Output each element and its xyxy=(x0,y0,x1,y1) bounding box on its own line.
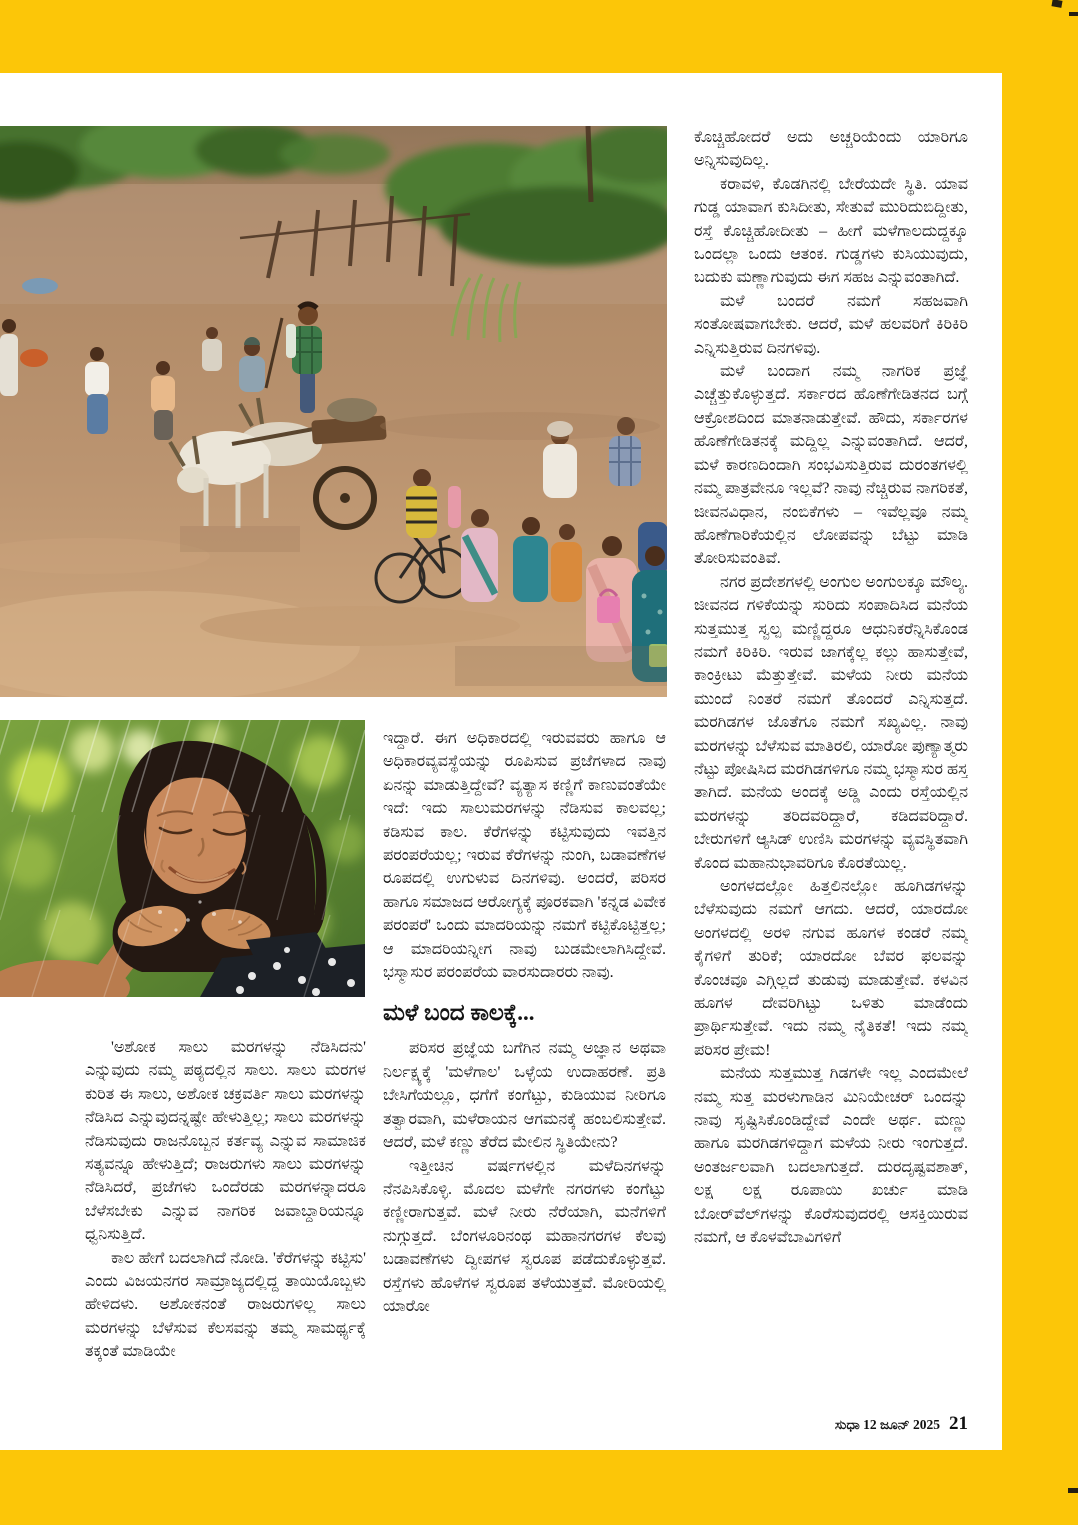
paragraph: 'ಅಶೋಕ ಸಾಲು ಮರಗಳನ್ನು ನೆಡಿಸಿದನು' ಎನ್ನುವುದು ನಮ್ಮ ಪಠ್ಯದಲ್ಲಿನ ಸಾಲು. ಸಾಲು ಮರಗಳ ಕುರಿತ ಈ ಸಾಲು, ಅಶೋಕ ಚಕ್ರವರ್ತಿ ಸಾಲು ಮರಗಳನ್ನು ನೆಡಿಸಿದ ಎನ್ನುವುದನ್ನಷ್ಟೇ ಹೇಳುತ್ತಿಲ್ಲ; ಸಾಲು ಮರಗಳನ್ನು ನೆಡಿಸುವುದು ರಾಜನೊಬ್ಬನ ಕರ್ತವ್ಯ ಎನ್ನುವ ಸಾಮಾಜಿಕ ಸತ್ಯವನ್ನೂ ಹೇಳುತ್ತಿದೆ; ರಾಜರುಗಳು ಸಾಲು ಮರಗಳನ್ನು ನೆಡಿಸಿದರೆ, ಪ್ರಜೆಗಳು ಒಂದೆರಡು ಮರಗಳನ್ನಾದರೂ ಬೆಳೆಸಬೇಕು ಎನ್ನುವ ನಾಗರಿಕ ಜವಾಬ್ದಾರಿಯನ್ನೂ ಧ್ವನಿಸುತ್ತಿದೆ. xyxy=(85,1039,366,1244)
page-footer xyxy=(835,1413,968,1436)
section-heading: ಮಳೆ ಬಂದ ಕಾಲಕ್ಕೆ... xyxy=(383,1000,535,1026)
paragraph: ಕರಾವಳಿ, ಕೊಡಗಿನಲ್ಲಿ ಬೇರೆಯದೇ ಸ್ಥಿತಿ. ಯಾವ ಗುಡ್ಡ ಯಾವಾಗ ಕುಸಿದೀತು, ಸೇತುವೆ ಮುರಿದುಬಿದ್ದೀತು, ರಸ್ತೆ ಕೊಚ್ಚಿಹೋದೀತು – ಹೀಗೆ ಮಳೆಗಾಲದುದ್ದಕ್ಕೂ ಒಂದಲ್ಲಾ ಒಂದು ಆತಂಕ. ಗುಡ್ಡಗಳು ಕುಸಿಯುವುದು, ಬದುಕು ಮಣ್ಣಾಗುವುದು ಈಗ ಸಹಜ ಎನ್ನುವಂತಾಗಿದೆ. xyxy=(694,175,968,287)
magazine-issue: ಸುಧಾ 12 ಜೂನ್ 2025 xyxy=(834,1417,940,1432)
paragraph: ಅಂಗಳದಲ್ಲೋ ಹಿತ್ತಲಿನಲ್ಲೋ ಹೂಗಿಡಗಳನ್ನು ಬೆಳೆಸುವುದು ನಮಗೆ ಆಗದು. ಆದರೆ, ಯಾರದೋ ಅಂಗಳದಲ್ಲಿ ಅರಳಿ ನಗುವ ಹೂಗಳ ಕಂಡರೆ ನಮ್ಮ ಕೈಗಳಿಗೆ ತುರಿಕೆ; ಯಾರದೋ ಬೆವರ ಫಲವನ್ನು ಕೊಂಚವೂ ಎಗ್ಗಿಲ್ಲದೆ ತುಡುವು ಮಾಡುತ್ತೇವೆ. ಕಳವಿನ ಹೂಗಳ ದೇವರಿಗಿಟ್ಟು ಒಳಿತು ಮಾಡೆಂದು ಪ್ರಾರ್ಥಿಸುತ್ತೇವೆ. ಇದು ನಮ್ಮ ನೈತಿಕತೆ! ಇದು ನಮ್ಮ ಪರಿಸರ ಪ್ರೇಮ! xyxy=(694,878,968,1059)
paragraph: ಇತ್ತೀಚಿನ ವರ್ಷಗಳಲ್ಲಿನ ಮಳೆದಿನಗಳನ್ನು ನೆನಪಿಸಿಕೊಳ್ಳಿ. ಮೊದಲ ಮಳೆಗೇ ನಗರಗಳು ಕಂಗೆಟ್ಟು ಕಣ್ಣೀರಾಗುತ್ತವೆ. ಮಳೆ ನೀರು ನೆರೆಯಾಗಿ, ಮನೆಗಳಿಗೆ ನುಗ್ಗುತ್ತದೆ. ಬೆಂಗಳೂರಿನಂಥ ಮಹಾನಗರಗಳ ಕೆಲವು ಬಡಾವಣೆಗಳು ದ್ವೀಪಗಳ ಸ್ವರೂಪ ಪಡೆದುಕೊಳ್ಳುತ್ತವೆ. ರಸ್ತೆಗಳು ಹೊಳೆಗಳ ಸ್ವರೂಪ ತಳೆಯುತ್ತವೆ. ಮೋರಿಯಲ್ಲಿ ಯಾರೋ xyxy=(383,1157,666,1315)
page-border-right xyxy=(1002,0,1078,1525)
paragraph: ಮಳೆ ಬಂದಾಗ ನಮ್ಮ ನಾಗರಿಕ ಪ್ರಜ್ಞೆ ಎಚ್ಚೆತ್ತುಕೊಳ್ಳುತ್ತದೆ. ಸರ್ಕಾರದ ಹೊಣೆಗೇಡಿತನದ ಬಗ್ಗೆ ಆಕ್ರೋಶದಿಂದ ಮಾತನಾಡುತ್ತೇವೆ. ಹೌದು, ಸರ್ಕಾರಗಳ ಹೊಣೆಗೇಡಿತನಕ್ಕೆ ಮದ್ದಿಲ್ಲ ಎನ್ನುವಂತಾಗಿದೆ. ಆದರೆ, ಮಳೆ ಕಾರಣದಿಂದಾಗಿ ಸಂಭವಿಸುತ್ತಿರುವ ದುರಂತಗಳಲ್ಲಿ ನಮ್ಮ ಪಾತ್ರವೇನೂ ಇಲ್ಲವೆ? ನಾವು ನೆಚ್ಚಿರುವ ನಾಗರಿಕತೆ, ಜೀವನವಿಧಾನ, ನಂಬಿಕೆಗಳು – ಇವೆಲ್ಲವೂ ನಮ್ಮ ಹೊಣೆಗಾರಿಕೆಯಲ್ಲಿನ ಲೋಪವನ್ನು ಬೆಟ್ಟು ಮಾಡಿ ತೋರಿಸುವಂತಿವೆ. xyxy=(694,363,968,568)
paragraph: ಇದ್ದಾರೆ. ಈಗ ಅಧಿಕಾರದಲ್ಲಿ ಇರುವವರು ಹಾಗೂ ಆ ಅಧಿಕಾರವ್ಯವಸ್ಥೆಯನ್ನು ರೂಪಿಸುವ ಪ್ರಜೆಗಳಾದ ನಾವು ಏನನ್ನು ಮಾಡುತ್ತಿದ್ದೇವೆ? ವ್ಯತ್ಯಾಸ ಕಣ್ಣಿಗೆ ಕಾಣುವಂತೆಯೇ ಇದೆ: ಇದು ಸಾಲುಮರಗಳನ್ನು ನೆಡಿಸುವ ಕಾಲವಲ್ಲ; ಕಡಿಸುವ ಕಾಲ. ಕೆರೆಗಳನ್ನು ಕಟ್ಟಿಸುವುದು ಇವತ್ತಿನ ಪರಂಪರೆಯಲ್ಲ; ಇರುವ ಕೆರೆಗಳನ್ನು ನುಂಗಿ, ಬಡಾವಣೆಗಳ ರೂಪದಲ್ಲಿ ಉಗುಳುವ ದಿನಗಳಿವು. ಅಂದರೆ, ಪರಿಸರ ಹಾಗೂ ಸಮಾಜದ ಆರೋಗ್ಯಕ್ಕೆ ಪೂರಕವಾಗಿ 'ಕನ್ನಡ ವಿವೇಕ ಪರಂಪರೆ' ಒಂದು ಮಾದರಿಯನ್ನು ನಮಗೆ ಕಟ್ಟಿಕೊಟ್ಟಿತ್ತಲ್ಲ; ಆ ಮಾದರಿಯನ್ನೀಗ ನಾವು ಬುಡಮೇಲಾಗಿಸಿದ್ದೇವೆ. ಭಸ್ಮಾಸುರ ಪರಂಪರೆಯ ವಾರಸುದಾರರು ನಾವು. xyxy=(383,730,666,982)
paragraph: ಕಾಲ ಹೇಗೆ ಬದಲಾಗಿದೆ ನೋಡಿ. 'ಕೆರೆಗಳನ್ನು ಕಟ್ಟಿಸು' ಎಂದು ವಿಜಯನಗರ ಸಾಮ್ರಾಜ್ಯದಲ್ಲಿದ್ದ ತಾಯಿಯೊಬ್ಬಳು ಹೇಳಿದಳು. ಅಶೋಕನಂತೆ ರಾಜರುಗಳಿಲ್ಲ ಸಾಲು ಮರಗಳನ್ನು ಬೆಳೆಸುವ ಕೆಲಸವನ್ನು ತಮ್ಮ ಸಾಮರ್ಥ್ಯಕ್ಕೆ ತಕ್ಕಂತೆ ಮಾಡಿಯೇ xyxy=(85,1249,366,1361)
paragraph: ಮಳೆ ಬಂದರೆ ನಮಗೆ ಸಹಜವಾಗಿ ಸಂತೋಷವಾಗಬೇಕು. ಆದರೆ, ಮಳೆ ಹಲವರಿಗೆ ಕಿರಿಕಿರಿ ಎನ್ನಿಸುತ್ತಿರುವ ದಿನಗಳಿವು. xyxy=(694,292,968,357)
paragraph: ನಗರ ಪ್ರದೇಶಗಳಲ್ಲಿ ಅಂಗುಲ ಅಂಗುಲಕ್ಕೂ ಮೌಲ್ಯ. ಜೀವನದ ಗಳಿಕೆಯನ್ನು ಸುರಿದು ಸಂಪಾದಿಸಿದ ಮನೆಯ ಸುತ್ತಮುತ್ತ ಸ್ವಲ್ಪ ಮಣ್ಣಿದ್ದರೂ ಆಧುನಿಕರೆನ್ನಿಸಿಕೊಂಡ ನಮಗೆ ಕಿರಿಕಿರಿ. ಇರುವ ಜಾಗಕ್ಕೆಲ್ಲ ಕಲ್ಲು ಹಾಸುತ್ತೇವೆ, ಕಾಂಕ್ರೀಟು ಮೆತ್ತುತ್ತೇವೆ. ಮಳೆಯ ನೀರು ಮನೆಯ ಮುಂದೆ ನಿಂತರೆ ನಮಗೆ ತೊಂದರೆ ಎನ್ನಿಸುತ್ತದೆ. ಮರಗಿಡಗಳ ಜೊತೆಗೂ ನಮಗೆ ಸಖ್ಯವಿಲ್ಲ. ನಾವು ಮರಗಳನ್ನು ಬೆಳೆಸುವ ಮಾತಿರಲಿ, ಯಾರೋ ಪುಣ್ಯಾತ್ಮರು ನೆಟ್ಟು ಪೋಷಿಸಿದ ಮರಗಿಡಗಳಿಗೂ ನಮ್ಮ ಭಸ್ಮಾಸುರ ಹಸ್ತ ತಾಗಿದೆ. ಮನೆಯ ಅಂದಕ್ಕೆ ಅಡ್ಡಿ ಎಂದು ರಸ್ತೆಯಲ್ಲಿನ ಮರಗಳನ್ನು ತರಿದವರಿದ್ದಾರೆ, ಕಡಿದವರಿದ್ದಾರೆ. ಬೇರುಗಳಿಗೆ ಆ್ಯಸಿಡ್ ಉಣಿಸಿ ಮರಗಳನ್ನು ವ್ಯವಸ್ಥಿತವಾಗಿ ಕೊಂದ ಮಹಾನುಭಾವರಿಗೂ ಕೊರತೆಯಿಲ್ಲ. xyxy=(694,573,968,872)
scan-artifact xyxy=(1069,12,1078,16)
paragraph: ಕೊಚ್ಚಿಹೋದರೆ ಅದು ಅಚ್ಚರಿಯೆಂದು ಯಾರಿಗೂ ಅನ್ನಿಸುವುದಿಲ್ಲ. xyxy=(694,129,968,170)
article-column-right xyxy=(694,126,968,1410)
article-column-middle xyxy=(383,727,666,1443)
rain-girl-photo xyxy=(0,720,365,997)
page-number: 21 xyxy=(949,1413,968,1434)
page-border-bottom xyxy=(0,1450,1078,1525)
scan-artifact xyxy=(1068,1488,1078,1493)
flood-photo xyxy=(0,126,667,697)
article-column-left xyxy=(85,1036,366,1442)
page-border-top xyxy=(0,0,1078,73)
paragraph: ಪರಿಸರ ಪ್ರಜ್ಞೆಯ ಬಗೆಗಿನ ನಮ್ಮ ಅಜ್ಞಾನ ಅಥವಾ ನಿರ್ಲಕ್ಷ್ಯಕ್ಕೆ 'ಮಳೆಗಾಲ' ಒಳ್ಳೆಯ ಉದಾಹರಣೆ. ಪ್ರತಿ ಬೇಸಿಗೆಯಲ್ಲೂ, ಧಗೆಗೆ ಕಂಗೆಟ್ಟು, ಕುಡಿಯುವ ನೀರಿಗೂ ತತ್ವಾರವಾಗಿ, ಮಳೆರಾಯನ ಆಗಮನಕ್ಕೆ ಹಂಬಲಿಸುತ್ತೇವೆ. ಆದರೆ, ಮಳೆ ಕಣ್ಣು ತೆರೆದ ಮೇಲಿನ ಸ್ಥಿತಿಯೇನು? xyxy=(383,1040,666,1152)
paragraph: ಮನೆಯ ಸುತ್ತಮುತ್ತ ಗಿಡಗಳೇ ಇಲ್ಲ ಎಂದಮೇಲೆ ನಮ್ಮ ಸುತ್ತ ಮರಳುಗಾಡಿನ ಮಿನಿಯೇಚರ್ ಒಂದನ್ನು ನಾವು ಸೃಷ್ಟಿಸಿಕೊಂಡಿದ್ದೇವೆ ಎಂದೇ ಅರ್ಥ. ಮಣ್ಣು ಹಾಗೂ ಮರಗಿಡಗಳಿದ್ದಾಗ ಮಳೆಯ ನೀರು ಇಂಗುತ್ತದೆ. ಅಂತರ್ಜಲವಾಗಿ ಬದಲಾಗುತ್ತದೆ. ದುರದೃಷ್ಟವಶಾತ್, ಲಕ್ಷ ಲಕ್ಷ ರೂಪಾಯಿ ಖರ್ಚು ಮಾಡಿ ಬೋರ್‌ವೆಲ್‌ಗಳನ್ನು ಕೊರೆಸುವುದರಲ್ಲಿ ಆಸಕ್ತಿಯಿರುವ ನಮಗೆ, ಆ ಕೊಳವೆಬಾವಿಗಳಿಗೆ xyxy=(694,1065,968,1247)
